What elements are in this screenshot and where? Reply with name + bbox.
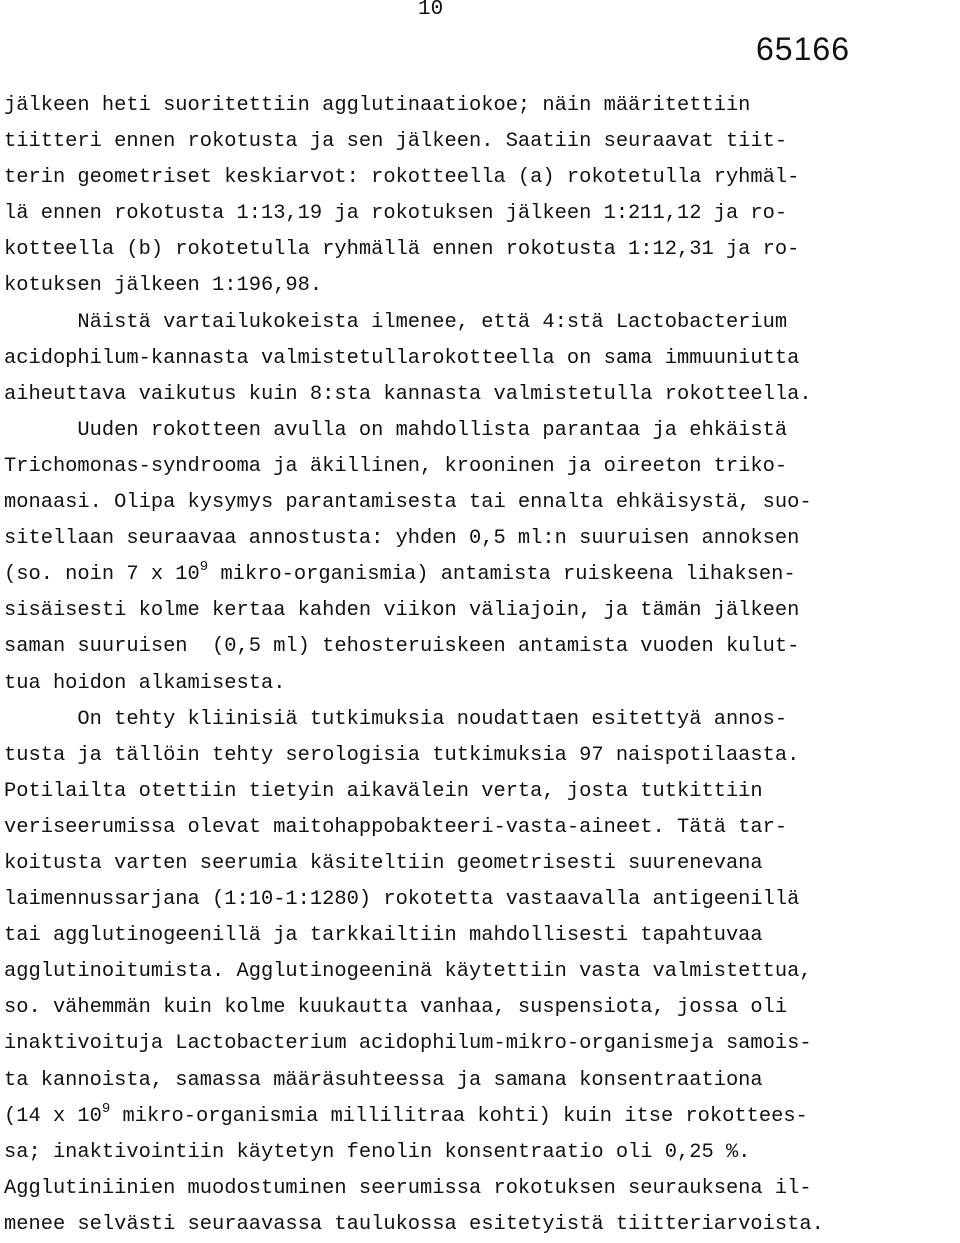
text-line: acidophilum-kannasta valmistetullarokotteella on sama immuuniutta: [4, 346, 800, 370]
text-line: tiitteri ennen rokotusta ja sen jälkeen. Saatiin seuraavat tiit-: [4, 130, 788, 154]
text-line: Näistä vartailukokeista ilmenee, että 4:stä Lactobacterium: [4, 310, 788, 334]
text-line: sisäisesti kolme kertaa kahden viikon väliajoin, ja tämän jälkeen: [4, 599, 800, 623]
exponent: 9: [101, 1100, 111, 1117]
text-line: kotuksen jälkeen 1:196,98.: [4, 274, 323, 298]
text-line: [4, 557, 956, 593]
text-line: agglutinoitumista. Agglutinogeeninä käytettiin vasta valmistettua,: [4, 960, 812, 984]
text-line: veriseerumissa olevat maitohappobakteeri-vasta-aineet. Tätä tar-: [4, 815, 788, 839]
text-line: tua hoidon alkamisesta.: [4, 671, 286, 695]
text-line: tai agglutinogeenillä ja tarkkailtiin mahdollisesti tapahtuvaa: [4, 924, 763, 948]
text-line: kotteella (b) rokotetulla ryhmällä ennen rokotusta 1:12,31 ja ro-: [4, 238, 800, 262]
text-line: Trichomonas-syndrooma ja äkillinen, krooninen ja oireeton triko-: [4, 454, 788, 478]
page-number: 10: [418, 0, 444, 21]
text-line: jälkeen heti suoritettiin agglutinaatiokoe; näin määritettiin: [4, 94, 751, 117]
text-line: so. vähemmän kuin kolme kuukautta vanhaa, suspensiota, jossa oli: [4, 996, 788, 1020]
text-line: terin geometriset keskiarvot: rokotteella (a) rokotetulla ryhmäl-: [4, 166, 800, 190]
text-line: Uuden rokotteen avulla on mahdollista parantaa ja ehkäistä: [4, 418, 788, 442]
text-line: tusta ja tällöin tehty serologisia tutkimuksia 97 naispotilaasta.: [4, 743, 800, 767]
text-line: inaktivoituja Lactobacterium acidophilum-mikro-organismeja samois-: [4, 1032, 812, 1056]
text-segment: mikro-organismia) antamista ruiskeena lihaksen-: [208, 563, 796, 587]
text-line: monaasi. Olipa kysymys parantamisesta tai ennalta ehkäisystä, suo-: [4, 491, 812, 515]
text-line: sa; inaktivointiin käytetyn fenolin konsentraatio oli 0,25 %.: [4, 1140, 751, 1164]
text-line: laimennussarjana (1:10-1:1280) rokotetta vastaavalla antigeenillä: [4, 888, 800, 912]
document-number: 65166: [756, 31, 850, 67]
text-line: saman suuruisen (0,5 ml) tehosteruiskeen antamista vuoden kulut-: [4, 635, 800, 659]
text-segment: mikro-organismia millilitraa kohti) kuin itse rokottees-: [110, 1104, 808, 1128]
text-line: lä ennen rokotusta 1:13,19 ja rokotuksen jälkeen 1:211,12 ja ro-: [4, 202, 788, 226]
body-text: [4, 88, 956, 1243]
text-line: ta kannoista, samassa määräsuhteessa ja samana konsentraationa: [4, 1068, 763, 1092]
text-segment: (so. noin 7 x 10: [4, 563, 200, 587]
text-line: aiheuttava vaikutus kuin 8:sta kannasta valmistetulla rokotteella.: [4, 382, 812, 406]
text-line: Potilailta otettiin tietyin aikavälein verta, josta tutkittiin: [4, 779, 763, 803]
text-line: sitellaan seuraavaa annostusta: yhden 0,5 ml:n suuruisen annoksen: [4, 527, 800, 551]
text-line: On tehty kliinisiä tutkimuksia noudattaen esitettyä annos-: [4, 707, 788, 731]
text-line: koitusta varten seerumia käsiteltiin geometrisesti suurenevana: [4, 851, 763, 875]
text-line: menee selvästi seuraavassa taulukossa esitetyistä tiitteriarvoista.: [4, 1212, 824, 1236]
exponent: 9: [199, 559, 209, 576]
text-segment: (14 x 10: [4, 1104, 102, 1128]
text-line: [4, 1099, 956, 1135]
text-line: Agglutiniinien muodostuminen seerumissa rokotuksen seurauksena il-: [4, 1176, 812, 1200]
